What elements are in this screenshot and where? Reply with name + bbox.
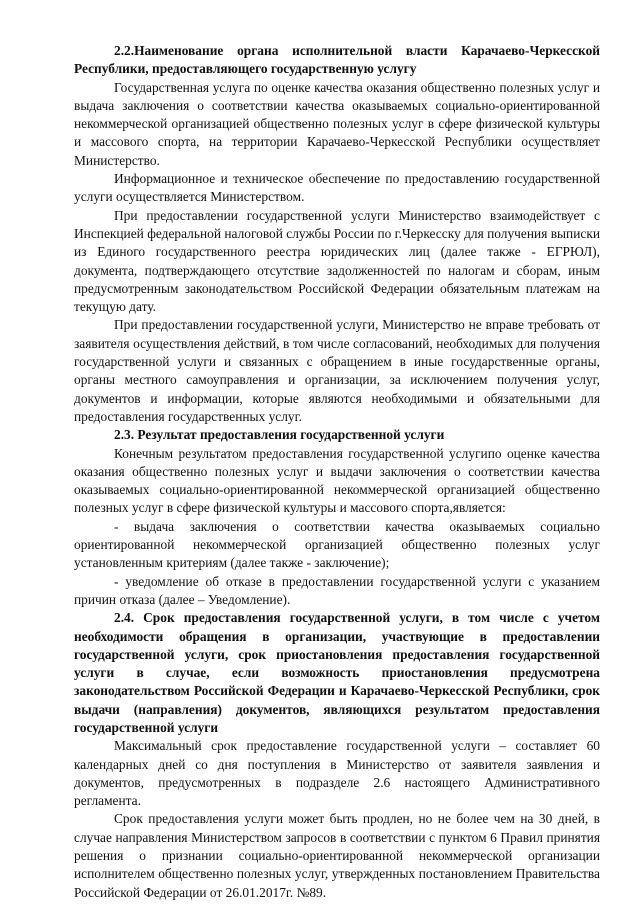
paragraph: Информационное и техническое обеспечение по предоставлению государственной услуги осуществляется Министерством. bbox=[74, 171, 600, 205]
section-heading-2-4: 2.4. Срок предоставления государственной услуги, в том числе с учетом необходимости обращения в организации, участвующие в предоставлении государственной услуги, срок приостановления предоставления государственной услуги в случае, если возможность приостановления предусмотрена законодательством Российской Федерации и Карачаево-Черкесской Республики, срок выдачи (направления) документов, являющихся результатом предоставления государственной услуги bbox=[74, 610, 600, 735]
paragraph: При предоставлении государственной услуги, Министерство не вправе требовать от заявителя осуществления действий, в том числе согласований, необходимых для получения государственной услуги и связанных с обращением в иные государственные органы, органы местного самоуправления и организации, за исключением получения услуг, документов и информации, которые являются необходимыми и обязательными для предоставления государственных услуг. bbox=[74, 317, 600, 424]
paragraph: При предоставлении государственной услуги Министерство взаимодействует с Инспекцией федеральной налоговой службы России по г.Черкесску для получения выписки из Единого государственного реестра юридических лиц (далее также - ЕГРЮЛ), документа, подтверждающего отсутствие задолженностей по налогам и сборам, иным предусмотренным законодательством Российской Федерации обязательным платежам на текущую дату. bbox=[74, 207, 600, 315]
section-heading-2-3: 2.3. Результат предоставления государственной услуги bbox=[114, 427, 445, 443]
list-item: - уведомление об отказе в предоставлении государственной услуги с указанием причин отказа (далее – Уведомление). bbox=[74, 573, 600, 607]
section-heading-2-2: 2.2.Наименование органа исполнительной власти Карачаево-Черкесской Республики, предоставляющего государственную услугу bbox=[74, 43, 600, 77]
paragraph: Срок предоставления услуги может быть продлен, но не более чем на 30 дней, в случае направления Министерством запросов в соответствии с пунктом 6 Правил принятия решения о признании социально-ориентированной некоммерческой организации исполнителем общественно полезных услуг, утвержденных постановлением Правительства Российской Федерации от 26.01.2017г. №89. bbox=[74, 811, 600, 900]
paragraph: Максимальный срок предоставление государственной услуги – составляет 60 календарных дней со дня поступления в Министерство от заявителя заявления и документов, предусмотренных в подразделе 2.6 настоящего Административного регламента. bbox=[74, 738, 600, 809]
list-item: - выдача заключения о соответствии качества оказываемых социально ориентированной некоммерческой организацией общественно полезных услуг установленным критериям (далее также - заключение); bbox=[74, 518, 600, 571]
paragraph: Конечным результатом предоставления государственной услугипо оценке качества оказания общественно полезных услуг и выдачи заключения о соответствии качества оказываемых социально-ориентированной некоммерческой организацией общественно полезных услуг в сфере физической культуры и массового спорта,является: bbox=[74, 445, 600, 516]
paragraph: Государственная услуга по оценке качества оказания общественно полезных услуг и выдача заключения о соответствии качества оказываемых социально-ориентированной некоммерческой организацией общественно полезных услуг в сфере физической культуры и массового спорта, на территории Карачаево-Черкесской Республики осуществляет Министерство. bbox=[74, 79, 600, 168]
